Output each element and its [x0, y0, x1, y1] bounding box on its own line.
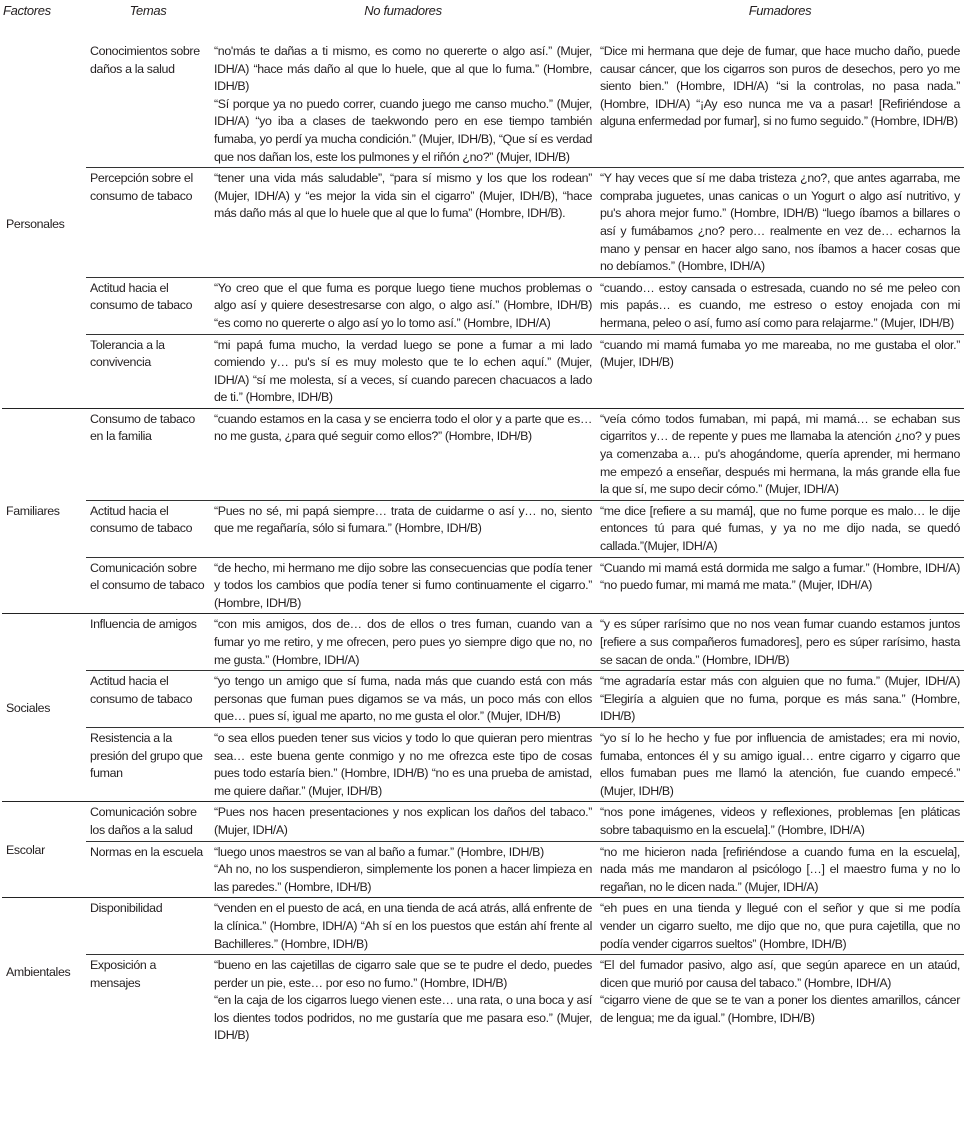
table-row [2, 614, 964, 671]
quote-text: “mi papá fuma mucho, la verdad luego se pone a fumar a mi lado comiendo y… pu's sí es muy molesto que te lo echen aquí.” (Mujer, IDH/A) “sí me molesta, sí a veces, sí cuando parecen chacuacos a lado de ti.” (Hombre, IDH/B) [214, 337, 592, 405]
tema-label: Resistencia a la presión del grupo que fuman [90, 730, 203, 781]
tema-label: Conocimientos sobre daños a la salud [90, 44, 200, 76]
table-row [2, 500, 964, 557]
quote-text: “Y hay veces que sí me daba tristeza ¿no?, que antes agarraba, me compraba juguetes, unas canicas o un Yogurt o algo así nutritivo, y pu's ahora mejor fumo.” (Hombre, IDH/B) “luego íbamos a billares o así y fumábamos ¿no? pero… realmente en vez de… echarnos la mano y pensar en hacer algo sano, nos íbamos a hacer cosas que no debíamos.” (Hombre, IDH/A) [600, 171, 960, 274]
quote-text: “me dice [refiere a su mamá], que no fume porque es malo… le dije entonces tú para qué fumas, y ya no me dijo nada, se quedó callada.”(Mujer, IDH/A) [600, 503, 960, 554]
tema-cell [86, 500, 210, 557]
header-fumadores: Fumadores [748, 3, 812, 18]
fumadores-cell [596, 671, 964, 728]
table-row [2, 334, 964, 408]
table-row [2, 168, 964, 278]
tema-label: Disponibilidad [90, 901, 163, 916]
quote-text: “de hecho, mi hermano me dijo sobre las consecuencias que podía tener y todos los cambios que podía tener si fumo continuamente el cigarro.” (Hombre, IDH/B) [214, 560, 592, 610]
no-fumadores-cell [210, 614, 596, 671]
quote-text: “y es súper rarísimo que no nos vean fumar cuando estamos juntos [refiere a sus compañeros fumadores], pero es súper rarísimo, hasta se sacan de onda.” (Hombre, IDH/B) [600, 617, 960, 667]
header-factores: Factores [3, 3, 51, 18]
header-no-fumadores: No fumadores [364, 3, 442, 18]
factor-cell: Personales [2, 39, 86, 408]
fumadores-cell [596, 168, 964, 278]
no-fumadores-cell [210, 841, 596, 898]
fumadores-cell [596, 898, 964, 955]
quote-text: “Pues no sé, mi papá siempre… trata de cuidarme o así y… no, siento que me regañaría, sólo si fumara.” (Hombre, IDH/B) [214, 503, 592, 536]
table-row [2, 898, 964, 955]
table-row [2, 671, 964, 728]
tema-label: Tolerancia a la convivencia [90, 337, 165, 370]
no-fumadores-cell [210, 802, 596, 841]
fumadores-cell [596, 334, 964, 408]
quote-text: “cuando mi mamá fumaba yo me mareaba, no me gustaba el olor.” (Mujer, IDH/B) [600, 337, 960, 370]
factor-cell: Sociales [2, 614, 86, 802]
tema-label: Influencia de amigos [90, 617, 197, 632]
tema-label: Consumo de tabaco en la familia [90, 411, 195, 444]
fumadores-cell [596, 408, 964, 500]
tema-label: Percepción sobre el consumo de tabaco [90, 171, 193, 203]
no-fumadores-cell [210, 334, 596, 408]
quote-text: “cuando estamos en la casa y se encierra todo el olor y a parte que es… no me gusta, ¿para qué seguir como ellos?” (Hombre, IDH/B) [214, 411, 592, 444]
fumadores-cell [596, 802, 964, 841]
qualitative-findings-table [2, 0, 964, 1046]
fumadores-cell [596, 39, 964, 168]
tema-cell [86, 168, 210, 278]
tema-cell [86, 898, 210, 955]
no-fumadores-cell [210, 898, 596, 955]
no-fumadores-cell [210, 671, 596, 728]
fumadores-cell [596, 955, 964, 1046]
table-row [2, 557, 964, 614]
table-row [2, 841, 964, 898]
tema-cell [86, 955, 210, 1046]
fumadores-cell [596, 500, 964, 557]
no-fumadores-cell [210, 168, 596, 278]
quote-text: “Dice mi hermana que deje de fumar, que hace mucho daño, puede causar cáncer, que los cigarros son puros de desechos, pero yo me siento bien.” (Hombre, IDH/A) “si la controlas, no pasa nada.” (Hombre, IDH/A) “¡Ay eso nunca me va a pasar! [Refiriéndose a alguna enfermedad por fumar], si no fumo seguido.” (Hombre, IDH/B) [600, 44, 960, 129]
tema-label: Exposición a mensajes [90, 958, 157, 990]
quote-text: “nos pone imágenes, videos y reflexiones, problemas [en pláticas sobre tabaquismo en la escuela].” (Hombre, IDH/A) [600, 805, 960, 837]
no-fumadores-cell [210, 39, 596, 168]
fumadores-cell [596, 557, 964, 614]
factor-cell: Ambientales [6, 964, 71, 979]
tema-label: Normas en la escuela [90, 844, 203, 859]
fumadores-cell [596, 841, 964, 898]
tema-cell [86, 802, 210, 841]
quote-text: “Cuando mi mamá está dormida me salgo a fumar.” (Hombre, IDH/A) “no puedo fumar, mi mamá me mata.” (Mujer, IDH/A) [600, 560, 960, 593]
fumadores-cell [596, 614, 964, 671]
quote-text: “no me hicieron nada [refiriéndose a cuando fuma en la escuela], nada más me mandaron al psicólogo […] el maestro fuma y no lo regañan, no le dicen nada.” (Mujer, IDH/A) [600, 844, 960, 894]
quote-text: “o sea ellos pueden tener sus vicios y todo lo que quieran pero mientras sea… este buena gente conmigo y no me ofrezca este tipo de cosas pues todo estaría bien.” (Hombre, IDH/B) “no es una prueba de amistad, me quiere dañar.” (Mujer, IDH/B) [214, 730, 592, 798]
tema-cell [86, 841, 210, 898]
table-header [2, 0, 964, 29]
factor-cell: Escolar [2, 802, 86, 898]
table-row [2, 39, 964, 168]
quote-text: “bueno en las cajetillas de cigarro sale que se te pudre el dedo, puedes perder un pie, este… por eso no fumo.” (Hombre, IDH/B) [214, 958, 592, 990]
header-temas: Temas [129, 3, 167, 18]
no-fumadores-cell [210, 727, 596, 801]
quote-text: “me agradaría estar más con alguien que no fuma.” (Mujer, IDH/A) “Elegiría a alguien que no fuma, porque es más sana.” (Hombre, IDH/B) [600, 674, 960, 724]
tema-cell [86, 334, 210, 408]
tema-cell [86, 727, 210, 801]
quote-text: “con mis amigos, dos de… dos de ellos o tres fuman, cuando van a fumar yo me retiro, y me ofrecen, pero pues yo siempre digo que no, no me gusta.” (Hombre, IDH/A) [214, 617, 592, 667]
tema-cell [86, 557, 210, 614]
quote-text: “en la caja de los cigarros luego vienen este… una rata, o una boca y así los dientes todos podridos, no me gustaría que me pasara eso.” (Mujer, IDH/B) [214, 993, 592, 1043]
tema-label: Comunicación sobre el consumo de tabaco [90, 560, 205, 593]
table-row [2, 408, 964, 500]
factor-cell: Familiares [2, 408, 86, 614]
quote-text: “yo sí lo he hecho y fue por influencia de amistades; era mi novio, fumaba, entonces él y su amigo igual… entre cigarro y cigarro que ellos fumaban pues me llamó la atención, fue cuando empecé.” (Mujer, IDH/B) [600, 730, 960, 798]
quote-text: “Ah no, no los suspendieron, simplemente los ponen a hacer limpieza en las paredes.” (Hombre, IDH/B) [214, 862, 592, 894]
fumadores-cell [596, 277, 964, 334]
tema-cell [86, 277, 210, 334]
quote-text: “eh pues en una tienda y llegué con el señor y que si me podía vender un cigarro suelto, me dijo que no, que pura cajetilla, que no podía vender cigarros sueltos” (Hombre, IDH/B) [600, 901, 960, 951]
fumadores-cell [596, 727, 964, 801]
quote-text: “cuando… estoy cansada o estresada, cuando no sé me peleo con mis papás… es cuando, me estreso o estoy enojada con mi hermana, peleo o así, fumo así como para relajarme.” (Mujer, IDH/B) [600, 280, 960, 330]
quote-text: “Sí porque ya no puedo correr, cuando juego me canso mucho.” (Mujer, IDH/A) “yo iba a clases de taekwondo pero en ese tiempo también fumaba, yo perdí ya mucha condición.” (Mujer, IDH/B), “Que sí es verdad que nos dañan los, este los pulmones y el riñón ¿no?” (Mujer, IDH/B) [214, 96, 592, 164]
no-fumadores-cell [210, 557, 596, 614]
quote-text: “yo tengo un amigo que sí fuma, nada más que cuando está con más personas que fuman pues digamos se va más, un poco más con ellos que… pues sí, igual me aparto, no me gusta el olor.” (Mujer, IDH/B) [214, 674, 592, 724]
quote-text: “cigarro viene de que se te van a poner los dientes amarillos, cáncer de lengua; me da igual.” (Hombre, IDH/B) [600, 993, 960, 1025]
table-row [2, 277, 964, 334]
table-row [2, 727, 964, 801]
tema-cell [86, 614, 210, 671]
tema-cell [86, 39, 210, 168]
quote-text: “no'más te dañas a ti mismo, es como no quererte o algo así.” (Mujer, IDH/A) “hace más daño al que lo huele, que al que lo fuma.” (Hombre, IDH/B) [214, 44, 592, 94]
tema-cell [86, 671, 210, 728]
table-row [2, 802, 964, 841]
no-fumadores-cell [210, 277, 596, 334]
quote-text: “tener una vida más saludable”, “para sí mismo y los que los rodean” (Mujer, IDH/A) y “es mejor la vida sin el cigarro” (Mujer, IDH/B), “hace más daño más al que lo huele que al que lo fuma” (Hombre, IDH/B). [214, 171, 592, 221]
quote-text: “veía cómo todos fumaban, mi papá, mi mamá… se echaban sus cigarritos y… de repente y pues me llamaba la atención ¿no? y pues ya comenzaba a… pu's ahogándome, quería aprender, mi hermano me empezó a enseñar, después mi hermana, la más grande ella fue la que sí, me supo decir cómo.” (Mujer, IDH/A) [600, 411, 960, 497]
quote-text: “El del fumador pasivo, algo así, que según aparece en un ataúd, dicen que murió por causa del tabaco.” (Hombre, IDH/A) [600, 958, 960, 990]
tema-label: Actitud hacia el consumo de tabaco [90, 503, 193, 536]
tema-label: Actitud hacia el consumo de tabaco [90, 674, 193, 706]
quote-text: “Yo creo que el que fuma es porque luego tiene muchos problemas o algo así y quiere desestresarse con algo, o algo así.” (Hombre, IDH/B) “es como no quererte o algo así yo lo tomo así.” (Hombre, IDH/A) [214, 280, 592, 330]
tema-cell [86, 408, 210, 500]
no-fumadores-cell [210, 955, 596, 1046]
tema-label: Actitud hacia el consumo de tabaco [90, 280, 193, 313]
tema-label: Comunicación sobre los daños a la salud [90, 805, 197, 837]
no-fumadores-cell [210, 408, 596, 500]
quote-text: “luego unos maestros se van al baño a fumar.” (Hombre, IDH/B) [214, 844, 544, 859]
table-row [2, 955, 964, 1046]
quote-text: “Pues nos hacen presentaciones y nos explican los daños del tabaco.” (Mujer, IDH/A) [214, 805, 592, 837]
quote-text: “venden en el puesto de acá, en una tienda de acá atrás, allá enfrente de la clínica.” (Hombre, IDH/A) “Ah sí en los puestos que están ahí frente al Bachilleres.” (Hombre, IDH/B) [214, 901, 592, 951]
no-fumadores-cell [210, 500, 596, 557]
